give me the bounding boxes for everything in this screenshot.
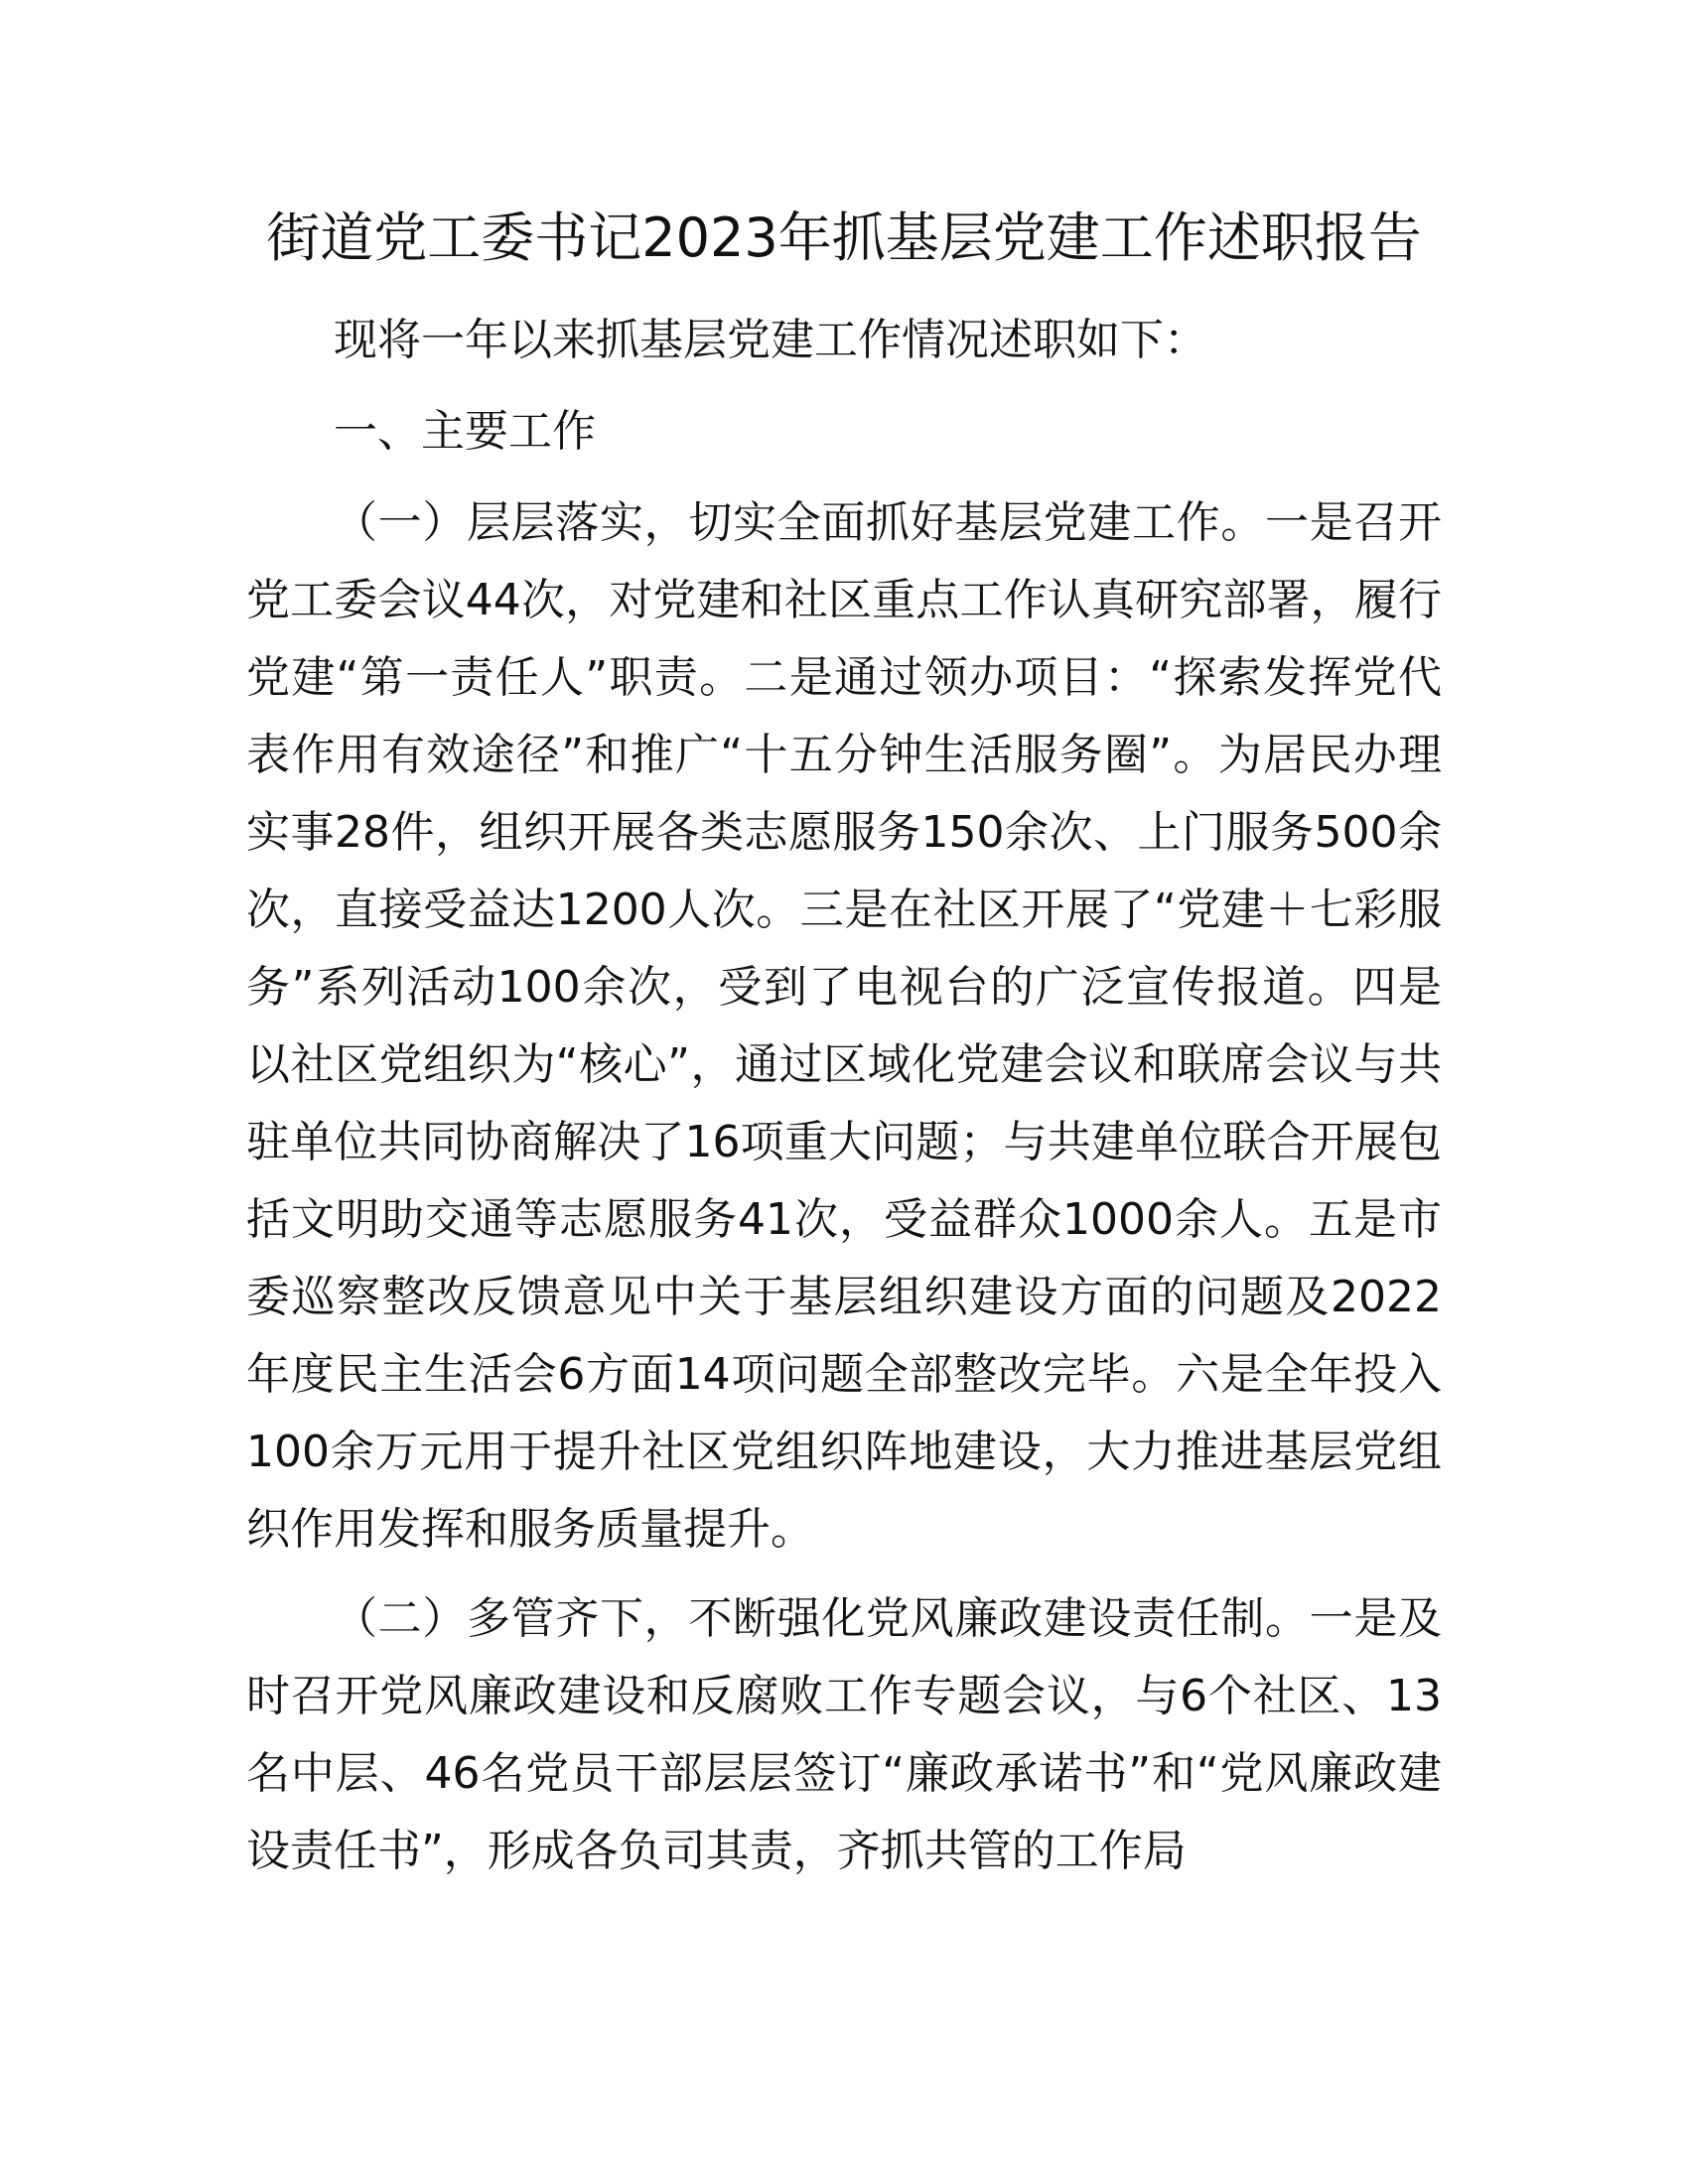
document-page: [246, 0, 1442, 1890]
intro-paragraph: 现将一年以来抓基层党建工作情况述职如下：: [334, 315, 1207, 365]
section-heading: 一、主要工作: [334, 406, 596, 457]
body-paragraph-1: （一）层层落实，切实全面抓好基层党建工作。一是召开党工委会议44次，对党建和社区重点工作认真研究部署，履行党建“第一责任人”职责。二是通过领办项目：“探索发挥党代表作用有效途径”和推广“十五分钟生活服务圈”。为居民办理实事28件，组织开展各类志愿服务150余次、上门服务500余次，直接受益达1200人次。三是在社区开展了“党建＋七彩服务”系列活动100余次，受到了电视台的广泛宣传报道。四是以社区党组织为“核心”，通过区域化党建会议和联席会议与共驻单位共同协商解决了16项重大问题；与共建单位联合开展包括文明助交通等志愿服务41次，受益群众1000余人。五是市委巡察整改反馈意见中关于基层组织建设方面的问题及2022年度民主生活会6方面14项问题全部整改完毕。六是全年投入100余万元用于提升社区党组织阵地建设，大力推进基层党组织作用发挥和服务质量提升。: [246, 497, 1442, 1555]
body-paragraph-2: （二）多管齐下，不断强化党风廉政建设责任制。一是及时召开党风廉政建设和反腐败工作专题会议，与6个社区、13名中层、46名党员干部层层签订“廉政承诺书”和“党风廉政建设责任书”，形成各负司其责，齐抓共管的工作局: [246, 1593, 1442, 1876]
document-title: 街道党工委书记2023年抓基层党建工作述职报告: [266, 206, 1422, 269]
